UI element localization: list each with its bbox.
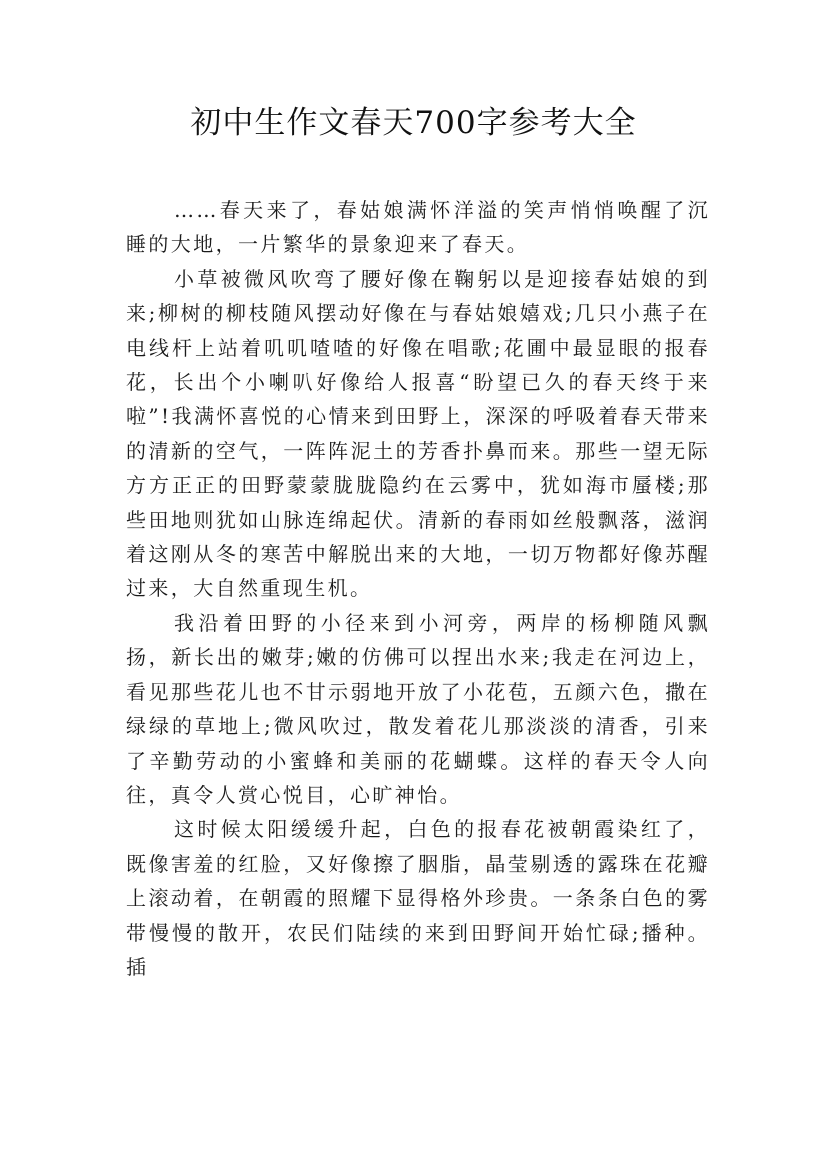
paragraph-1: ……春天来了，春姑娘满怀洋溢的笑声悄悄唤醒了沉睡的大地，一片繁华的景象迎来了春天。: [126, 198, 710, 257]
document-title: 初中生作文春天700字参考大全: [190, 105, 637, 141]
paragraph-2: 小草被微风吹弯了腰好像在鞠躬以是迎接春姑娘的到来;柳树的柳枝随风摆动好像在与春姑娘嬉戏;几只小燕子在电线杆上站着叽叽喳喳的好像在唱歌;花圃中最显眼的报春花，长出个小喇叭好像给人报喜“盼望已久的春天终于来啦”!我满怀喜悦的心情来到田野上，深深的呼吸着春天带来的清新的空气，一阵阵泥土的芳香扑鼻而来。那些一望无际方方正正的田野蒙蒙胧胧隐约在云雾中，犹如海市蜃楼;那些田地则犹如山脉连绵起伏。清新的春雨如丝般飘落，滋润着这刚从冬的寒苦中解脱出来的大地，一切万物都好像苏醒过来，大自然重现生机。: [126, 266, 710, 601]
paragraph-3: 我沿着田野的小径来到小河旁，两岸的杨柳随风飘扬，新长出的嫩芽;嫩的仿佛可以捏出水来;我走在河边上，看见那些花儿也不甘示弱地开放了小花苞，五颜六色，撒在绿绿的草地上;微风吹过，散发着花儿那淡淡的清香，引来了辛勤劳动的小蜜蜂和美丽的花蝴蝶。这样的春天令人向往，真令人赏心悦目，心旷神怡。: [126, 610, 710, 807]
document-body: [126, 193, 710, 984]
paragraph-4: 这时候太阳缓缓升起，白色的报春花被朝霞染红了，既像害羞的红脸，又好像擦了胭脂，晶莹剔透的露珠在花瓣上滚动着，在朝霞的照耀下显得格外珍贵。一条条白色的雾带慢慢的散开，农民们陆续的来到田野间开始忙碌;播种。插: [126, 817, 710, 979]
